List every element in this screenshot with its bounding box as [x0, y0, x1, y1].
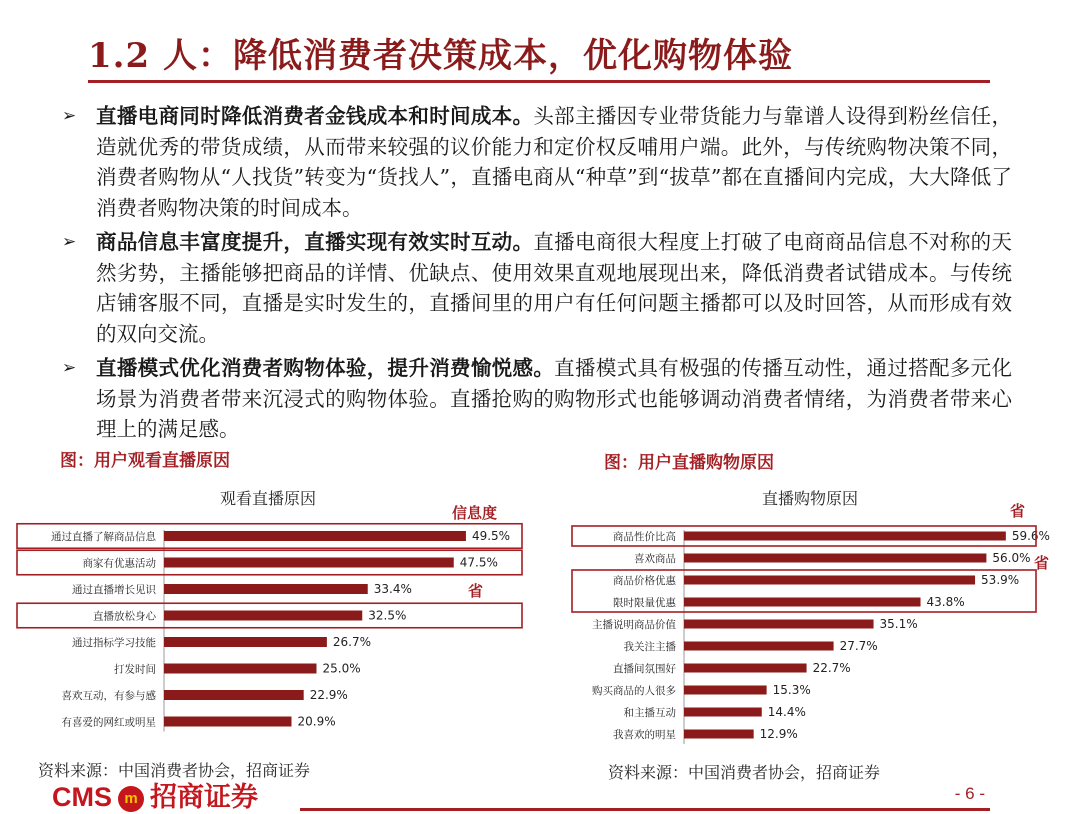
value-label: 43.8%: [926, 595, 965, 609]
bar: [164, 531, 466, 541]
value-label: 35.1%: [879, 617, 918, 631]
arrow-bullet-icon: ➢: [62, 358, 77, 378]
title-divider: [88, 80, 990, 83]
page-number: - 6 -: [954, 784, 985, 803]
bullet-text: 头部主播因专业带货能力与靠谱人设得到粉丝信任，造就优秀的带货成绩，从而带来较强的议价能力和定价权反哺用户端。此外，与传统购物决策不同，消费者购物从“人找货”转变为“货找人”，直播电商从“种草”到“拔草”都在直播间内完成，大大降低了消费者购物决策的时间成本。: [96, 104, 1013, 220]
bullet-text: 直播电商很大程度上打破了电商商品信息不对称的天然劣势，主播能够把商品的详情、优缺点、使用效果直观地展现出来，降低消费者试错成本。与传统店铺客服不同，直播是实时发生的，直播间里的用户有任何问题主播都可以及时回答，从而形成有效的双向交流。: [96, 230, 1013, 346]
bar: [684, 708, 762, 717]
bar: [684, 576, 975, 585]
bar: [684, 730, 754, 739]
bar: [684, 598, 921, 607]
left-figure-label: 图：用户观看直播原因: [60, 451, 230, 471]
bar: [164, 558, 454, 568]
company-logo: [52, 775, 258, 814]
value-label: 59.6%: [1011, 529, 1050, 543]
value-label: 49.5%: [471, 529, 511, 543]
category-label: 直播间氛围好: [613, 663, 676, 675]
bar: [684, 554, 986, 563]
bar: [684, 642, 834, 651]
bullet-text: 直播模式具有极强的传播互动性，通过搭配多元化场景为消费者带来沉浸式的购物体验。直播抢购的购物形式也能够调动消费者情绪，为消费者带来心理上的满足感。: [96, 356, 1013, 441]
category-label: 打发时间: [114, 663, 156, 676]
logo-badge-icon: m: [118, 786, 144, 812]
left-note-2: 省: [468, 582, 484, 600]
category-label: 商品价格优惠: [613, 575, 676, 587]
bullet-item: [62, 101, 1012, 223]
value-label: 56.0%: [992, 551, 1031, 565]
left-chart-title: 观看直播原因: [220, 489, 317, 508]
category-label: 商家有优惠活动: [82, 557, 156, 570]
value-label: 20.9%: [297, 714, 336, 729]
bullet-list: [62, 101, 1012, 449]
bullet-heading: 直播模式优化消费者购物体验，提升消费愉悦感。: [96, 356, 555, 380]
right-note-1: 省: [1010, 502, 1026, 520]
footer-divider: [300, 808, 990, 811]
category-label: 和主播互动: [623, 707, 676, 719]
bullet-item: [62, 227, 1012, 349]
value-label: 15.3%: [772, 683, 811, 697]
value-label: 22.7%: [812, 661, 851, 675]
category-label: 商品性价比高: [613, 531, 676, 543]
value-label: 27.7%: [839, 639, 878, 653]
bar: [164, 717, 291, 727]
value-label: 33.4%: [373, 582, 412, 596]
bar: [164, 690, 304, 700]
bar: [684, 686, 767, 695]
right-figure-label: 图：用户直播购物原因: [604, 453, 774, 473]
right-note-2: 省: [1034, 554, 1050, 572]
category-label: 喜欢互动，有参与感: [61, 690, 156, 702]
category-label: 我喜欢的明星: [613, 729, 676, 741]
value-label: 26.7%: [332, 635, 371, 649]
bar: [684, 532, 1006, 541]
left-note-1: 信息度: [452, 504, 498, 522]
page-title: 1.2 人：降低消费者决策成本，优化购物体验: [88, 36, 793, 76]
value-label: 22.9%: [309, 688, 348, 702]
bar: [164, 584, 368, 594]
category-label: 通过直播增长见识: [72, 584, 156, 596]
right-source: 资料来源：中国消费者协会，招商证券: [608, 763, 881, 782]
bar: [684, 664, 807, 673]
arrow-bullet-icon: ➢: [62, 232, 77, 252]
value-label: 25.0%: [322, 661, 361, 676]
category-label: 喜欢商品: [634, 553, 676, 565]
right-bar-chart: [560, 515, 1080, 750]
value-label: 14.4%: [767, 705, 806, 719]
right-chart-title: 直播购物原因: [762, 489, 859, 508]
value-label: 32.5%: [368, 608, 407, 623]
bullet-heading: 直播电商同时降低消费者金钱成本和时间成本。: [96, 104, 534, 128]
category-label: 我关注主播: [623, 641, 676, 653]
value-label: 12.9%: [759, 727, 798, 741]
left-bar-chart: [0, 515, 540, 740]
category-label: 直播放松身心: [93, 610, 156, 623]
category-label: 通过直播了解商品信息: [51, 531, 156, 543]
category-label: 通过指标学习技能: [72, 637, 156, 649]
logo-cn-text: 招商证券: [150, 782, 258, 812]
bullet-heading: 商品信息丰富度提升，直播实现有效实时互动。: [96, 230, 534, 254]
bar: [684, 620, 874, 629]
category-label: 有喜爱的网红或明星: [61, 716, 156, 729]
bar: [164, 664, 317, 674]
category-label: 主播说明商品价值: [592, 619, 676, 631]
value-label: 47.5%: [459, 555, 498, 570]
logo-cms-text: CMS: [52, 782, 112, 812]
value-label: 53.9%: [981, 573, 1020, 587]
arrow-bullet-icon: ➢: [62, 106, 77, 126]
bar: [164, 611, 362, 621]
category-label: 限时限量优惠: [613, 597, 676, 609]
category-label: 购买商品的人很多: [592, 685, 676, 697]
bar: [164, 637, 327, 647]
bullet-item: [62, 353, 1012, 445]
left-source: 资料来源：中国消费者协会，招商证券: [38, 761, 311, 780]
